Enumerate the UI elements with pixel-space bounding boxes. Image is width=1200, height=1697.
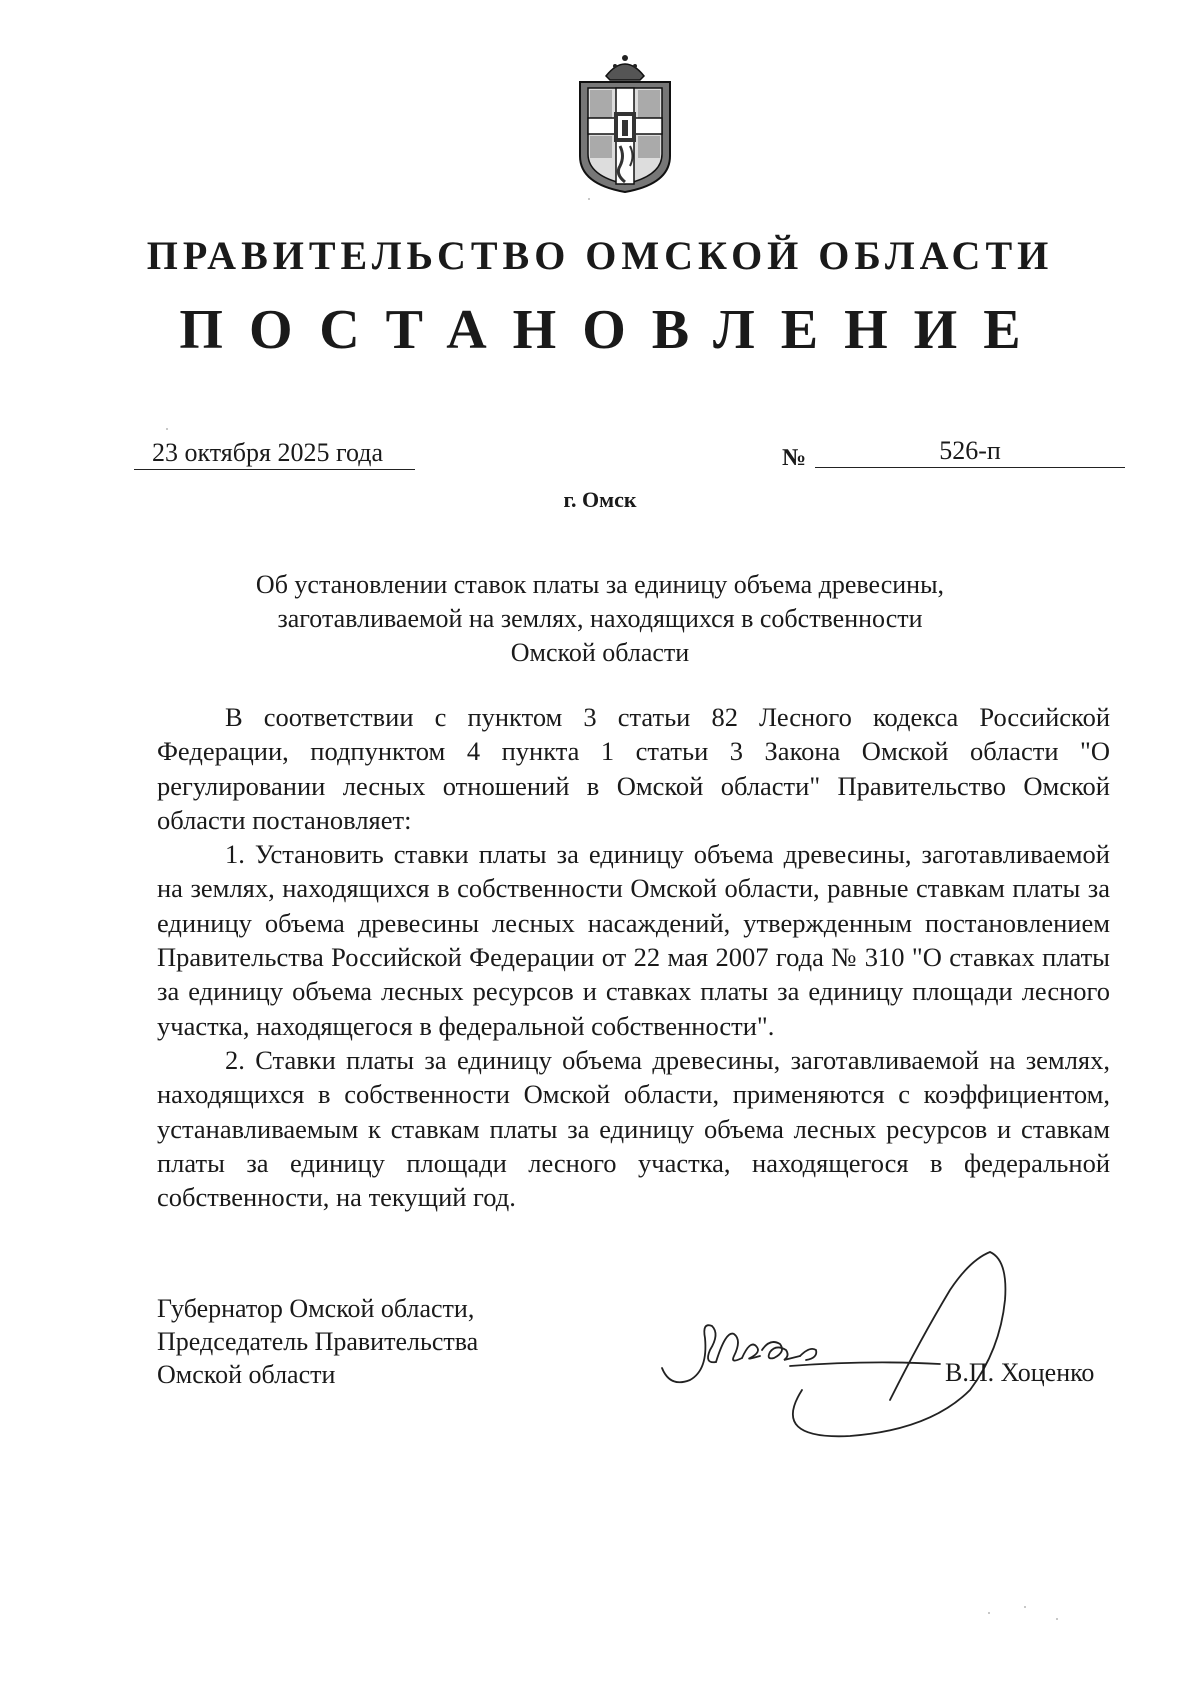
scan-artifact (988, 1612, 990, 1614)
signer-position (157, 1292, 478, 1391)
item-2-paragraph: 2. Ставки платы за единицу объема древесины, заготавливаемой на землях, находящихся в собственности Омской области, применяются с коэффициентом, устанавливаемым к ставкам платы за единицу объема лесных ресурсов и ставкам платы за единицу площади лесного участка, находящегося в федеральной собственности, на текущий год. (157, 1044, 1110, 1213)
document-type-heading: ПОСТАНОВЛЕНИЕ (179, 299, 1047, 361)
preamble-paragraph: В соответствии с пунктом 3 статьи 82 Лесного кодекса Российской Федерации, подпунктом 4 пункта 1 статьи 3 Закона Омской области "О регулировании лесных отношений в Омской области" Правительство Омской области постановляет: (157, 702, 1110, 835)
item-1-paragraph: 1. Установить ставки платы за единицу объема древесины, заготавливаемой на землях, находящихся в собственности Омской области, равные ставкам платы за единицу объема древесины лесных насаждений, утвержденным постановлением Правительства Российской Федерации от 22 мая 2007 года № 310 "О ставках платы за единицу объема лесных ресурсов и ставках платы за единицу площади лесного участка, находящегося в федеральной собственности". (157, 839, 1110, 1041)
scan-artifact (166, 428, 168, 430)
signer-position-line: Губернатор Омской области, (157, 1294, 475, 1323)
signer-position-line: Председатель Правительства (157, 1327, 479, 1356)
organization-title: ПРАВИТЕЛЬСТВО ОМСКОЙ ОБЛАСТИ (146, 233, 1054, 278)
coat-of-arms-emblem (570, 46, 680, 196)
document-date: 23 октября 2025 года (134, 437, 415, 470)
subject-line: Омской области (510, 638, 690, 667)
document-number: 526-п (815, 435, 1125, 468)
subject-line: Об установлении ставок платы за единицу объема древесины, (255, 570, 945, 599)
scan-artifact (1024, 1606, 1026, 1608)
subject-line: заготавливаемой на землях, находящихся в собственности (277, 604, 923, 633)
document-subject (180, 568, 1020, 670)
number-sign: № (782, 445, 807, 471)
city-label: г. Омск (563, 487, 637, 512)
signer-position-line: Омской области (157, 1360, 336, 1389)
scan-artifact (1056, 1618, 1058, 1620)
signer-name: В.П. Хоценко (945, 1358, 1095, 1387)
scan-artifact (588, 198, 590, 200)
document-body (157, 700, 1110, 1214)
handwritten-signature (650, 1230, 1130, 1440)
